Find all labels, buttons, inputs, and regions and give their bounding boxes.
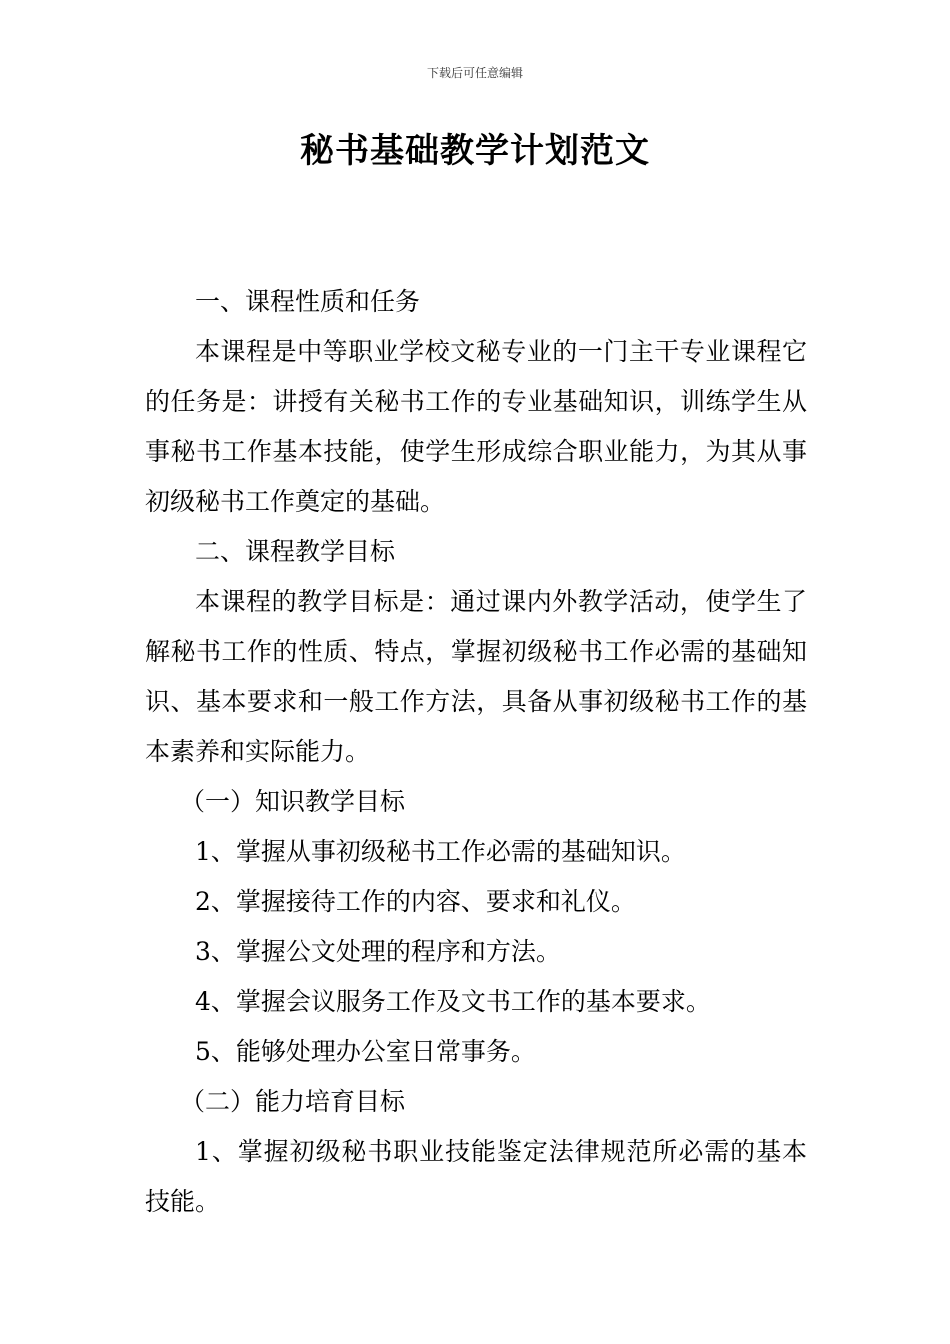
list-item: 3、掌握公文处理的程序和方法。 xyxy=(195,937,561,966)
document-body xyxy=(145,277,807,1227)
section-heading-2: 二、课程教学目标 xyxy=(195,537,396,566)
paragraph-teaching-goals: 本课程的教学目标是：通过课内外教学活动，使学生了解秘书工作的性质、特点，掌握初级秘书工作必需的基础知识、基本要求和一般工作方法，具备从事初级秘书工作的基本素养和实际能力。 xyxy=(145,587,807,766)
subsection-heading-ability: （二）能力培育目标 xyxy=(180,1087,406,1116)
list-item: 1、掌握从事初级秘书工作必需的基础知识。 xyxy=(195,837,686,866)
list-item: 2、掌握接待工作的内容、要求和礼仪。 xyxy=(195,887,636,916)
list-item: 1、掌握初级秘书职业技能鉴定法律规范所必需的基本技能。 xyxy=(145,1137,807,1216)
paragraph-course-nature: 本课程是中等职业学校文秘专业的一门主干专业课程它的任务是：讲授有关秘书工作的专业基础知识，训练学生从事秘书工作基本技能，使学生形成综合职业能力，为其从事初级秘书工作奠定的基础。 xyxy=(145,337,807,516)
list-item: 5、能够处理办公室日常事务。 xyxy=(195,1037,536,1066)
header-note: 下载后可任意编辑 xyxy=(426,66,523,80)
list-item: 4、掌握会议服务工作及文书工作的基本要求。 xyxy=(195,987,711,1016)
document-title: 秘书基础教学计划范文 xyxy=(300,131,650,171)
subsection-heading-knowledge: （一）知识教学目标 xyxy=(180,787,406,816)
section-heading-1: 一、课程性质和任务 xyxy=(195,287,421,316)
